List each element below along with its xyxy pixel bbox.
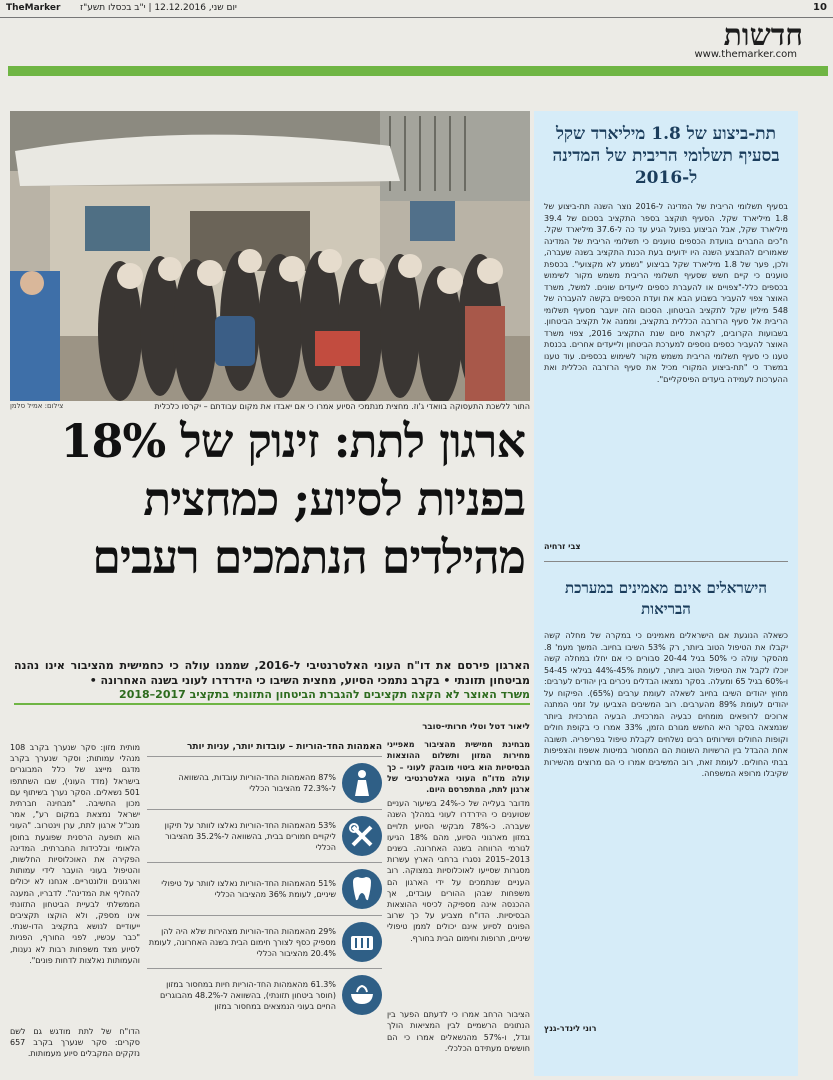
issue-date: יום שני, 12.12.2016 | י"ב בכסלו תשע"ז — [80, 3, 237, 13]
infobox-row — [147, 968, 382, 1021]
sidebar-article1-body: בסעיף תשלומי הריבית של המדינה ל-2016 נוצר השנה תת-ביצוע של 1.8 מיליארד שקל. הסעיף תוקצב בספר התקציב בסכום של 39.4 מיליארד שקל, אבל הביצוע בפועל הגיע עד כה ל-37.6 מיליארד שקל. ח"כים החברים בוועדת הכספים טוענים כי תשלומי הריבית של המדינה שאמורים להתבצע השנה היו ידועים בעת הכנת התקציב בשנה שעברה, ולכן, פער של 1.8 מיליארד שקל בביצוע "נשמע לא מקצועי". בכספת טוענים כי קיים חשש שסעיף תשלומי הריבית משמש מקור לשימוש בכספים כלל-"צפויים או להעברת כספים לייעדים שונים. למשל, משרד האוצר צפוי להעביר בשבוע הבא את ועדת הכספים בקשה להעברה של 548 מיליון שקל לתקציב הביטחון. הסכום הזה יועבר מסעיף תשלומי הריבית אל סעיף הרזרבה הכללית בתקציב, וממנה אל תקציב הביטחון. בשבועות הקרובים, לקראת סיום שנת התקציב 2016, צפוי משרד האוצר להעביר כספים נוספים למערכת הביטחון ולייעדים אחרים. בכנסת טענו כי סעיף תשלומי הריבית משמש מקור לשימוש בכספים. עוד טענו במשרד כי "תת-ביצוע המקורי מכיל את סעיף הרזרבה הכללית ואת ההערכות לעמידה ביעדים הפיסקליים". — [544, 202, 788, 384]
brand-label: TheMarker — [6, 3, 61, 13]
heater-icon — [342, 922, 382, 962]
sidebar-article1-title: תת-ביצוע של 1.8 מיליארד שקל בסעיף תשלומי הריבית של המדינה ל-2016 — [552, 124, 780, 188]
food-bowl-icon — [342, 975, 382, 1015]
infobox-row-text: 87% מהאמהות החד-הוריות עובדות, בהשוואה ל-72.3% מהציבור הכללי — [178, 773, 336, 793]
infobox-row-text: 29% מהאמהות החד-הוריות מצהירות שלא היה להן מספיק כסף לצורך חימום הבית בשנה האחרונה, לעומת 20.4% מהציבור הכללי — [148, 926, 336, 958]
main-headline — [15, 412, 525, 586]
infobox-row — [147, 915, 382, 968]
infobox-row — [147, 809, 382, 862]
article-column-right — [387, 722, 530, 1072]
article-column-left-end: הדו"ח של לתת מודגש גם לשם סקרים: סקר שנערך בקרב 657 נזקקים המקבלים סיוע מעמותות. — [10, 1027, 140, 1059]
top-strip — [0, 0, 833, 18]
sidebar-article2-byline: רוני לינדר-גנץ — [544, 1024, 597, 1033]
headline-line-1: ארגון לתת: זינוק של 18% — [60, 414, 525, 468]
infobox-row — [147, 862, 382, 915]
article-column-left — [10, 742, 140, 1072]
infobox-row — [147, 756, 382, 809]
single-mothers-infobox — [147, 742, 382, 1042]
article-column-right-text: מדובר בעלייה של כ-24% בשיעור העניים שטוענים כי הידרדרו לעוני במהלך השנה שעברה. כ-78% מבקשי הסיוע תלויים במזון מארגוני הסיוע, מהם 18% הגיעו לגורמי הרווחה בשנה האחרונה. בשנים 2013–2015 נסגרו ברחבי הארץ עשרות מסגרות שסייעו לאוכלוסיות במצוקה. רוב העניים שנתמכים על ידי הארגון הם משפחות שבהן ההורים עובדים, אך ההכנסה אינה מספיקה לכיסוי ההוצאות הבסיסיות. הדו"ח מצביע על כך שרוב הפונים לסיוע אינם יכולים לממן טיפולי שיניים, תרופות וחימום הבית בחורף. — [387, 799, 530, 943]
mother-icon — [342, 763, 382, 803]
tools-icon — [342, 816, 382, 856]
site-url: www.themarker.com — [694, 49, 797, 60]
lead-highlight: משרד האוצר לא הקצה תקציבים להגברת הביטחון התזונתי בתקציב 2017–2018 — [14, 688, 530, 705]
tooth-icon — [342, 869, 382, 909]
page-number: 10 — [813, 2, 827, 13]
sidebar-divider — [544, 561, 788, 562]
infobox-row-text: 61.3% מהאמהות החד-הוריות חיות במחסור במזון (חוסר ביטחון תזונתי), בהשוואה ל-48.2% מהבוגרים החיים בעוני הנמצאים במחסור במזון — [160, 979, 336, 1011]
infobox-row-text: 51% מהאמהות החד-הוריות נאלצו לוותר על טיפולי שיניים, לעומת 36% מהציבור הכללי — [161, 879, 336, 899]
sidebar-article2-body: כשאלה הנוגעת אם הישראלים מאמינים כי במקרה של מחלה קשה יקבלו את הטיפול הטוב ביותר, רק 53% השיבו בחיוב. המשך מעמ' 8. מהסקר עולה כי 50% בגיל 20-44 סבורים כי אם יחלו במחלה קשה יוכלו לקבל את הטיפול הטוב ביותר, לעומת 45%-44% בגילאי 54-45 ו-60% בגיל 65 ומעלה. בסקר נמצאו הבדלים ניכרים בין יהודים לערבים: מחוץ יהודים השיבו בחיוב לשאלה לעומת ערבים (65%). הפיקוח על יהודים לעומת 89% מהערבים. רוב המשיבים הצביעו על זמני המתנה ארוכים לרופאים מומחים כבעיה המרכזית. הבעיה המרכזית ביותר שנמצאה בסקר היא החשש מגורם הזמן, 33% אמרו כי בקופת חולים וקופות החולים ושירותים רבים נשלחים לקבלת טיפול בפריפריה. תשובה אחת ההבדל בין הרשויות השונות הם המחסור במיטות אשפוז והצפיפות בבתי החולים. לעומת זאת, רוב המשיבים אמרו כי הם מרוצים מהשירות שקיבלו מרופא המשפחה. — [544, 631, 788, 778]
headline-line-2: בפניות לסיוע; כמחצית — [143, 472, 525, 526]
headline-line-3: מהילדים הנתמכים רעבים — [92, 530, 525, 584]
section-color-bar — [8, 66, 828, 76]
article-column-right-end: הציבור הרחב אמרו כי לדעתם הפער בין הנתונים הרשמיים לבין המציאות הולך וגדל, ו-57% מהנשאלים אמרו כי הם חוששים מעתידם הכלכלי. — [387, 1010, 530, 1053]
photo-caption-text: התור ללשכת התעסוקה בוואדי ג'וז. מחצית מנתמכי הסיוע אמרו כי אם יאבדו את מקום עבודתם – יקרסו כלכלית — [154, 402, 530, 411]
sidebar-article2-title: הישראלים אינם מאמינים במערכת הבריאות — [565, 579, 767, 618]
article-intro: מבחינת חמישית מהציבור מאפייני מחירות המזון ותשלום ההוצאות הבסיסיות הוא ביטוי מובהק לעוני – כך עולה מדו"ח העוני האלטרנטיבי של ארגון לתת, המתפרסם היום. — [387, 740, 530, 795]
photo-credit: צילום: אמיל סלמן — [10, 402, 64, 410]
article-column-left-text: מותית מזון: סקר שנערך בקרב 108 מנהלי עמותות; וסקר שנערך בקרב מדגם מייצג של כלל המבוגרים בישראל (מדד העוני), שבו השתתפו 501 נשאלים. הסקר נערך בשיתוף עם מכון החשיבה. "מבחינה חברתית ישראל נמצאת במקום רע", אמר מנכ"ל ארגון לתת, ערן וינטרוב. "העוני הוא תופעה הרסנית שפוגעת בחוסן הלאומי ובלכידות החברתית. המדינה הפקירה את האוכלוסיות החלשות, והטיפול בעוני הועבר לידי עמותות וארגונים וולונטריים. אנחנו לא יכולים להחליף את המדינה". לדבריו, המענה הממשלתי לבעיית הביטחון התזונתי אינו מספק, ולא הוקצו תקציבים ייעודיים לנושא בתקציב הדו-שנתי. "כבר עכשיו, לפני החורף, הפניות לסיוע מצד משפחות רבות לא נענות, והעמותות נאלצות לדחות פונים". — [10, 743, 140, 965]
infobox-title: האמהות החד-הוריות – עובדות יותר, עניות יותר — [186, 742, 382, 752]
section-title: חדשות — [723, 18, 803, 53]
sidebar-column — [534, 111, 798, 1076]
lead-paragraph: הארגון פירסם את דו"ח העוני האלטרנטיבי ל-2016, שממנו עולה כי כחמישית מהציבור אינו נהנה מביטחון תזונתי • בקרב נתמכי הסיוע, מחצית השיבו כי הידרדרו לעוני בשנה האחרונה • — [14, 659, 530, 687]
sidebar-article1-byline: צבי זרחיה — [544, 542, 581, 551]
infobox-row-text: 53% מהאמהות החד-הוריות נאלצו לוותר על תיקון ליקויים חמורים בבית, בהשוואה ל-35.2% מהציבור הכללי — [164, 820, 336, 852]
article-byline: ליאור דטל וטלי חרותי-סובר — [422, 722, 530, 732]
photo-caption — [10, 402, 530, 411]
queue-photo — [10, 111, 530, 401]
